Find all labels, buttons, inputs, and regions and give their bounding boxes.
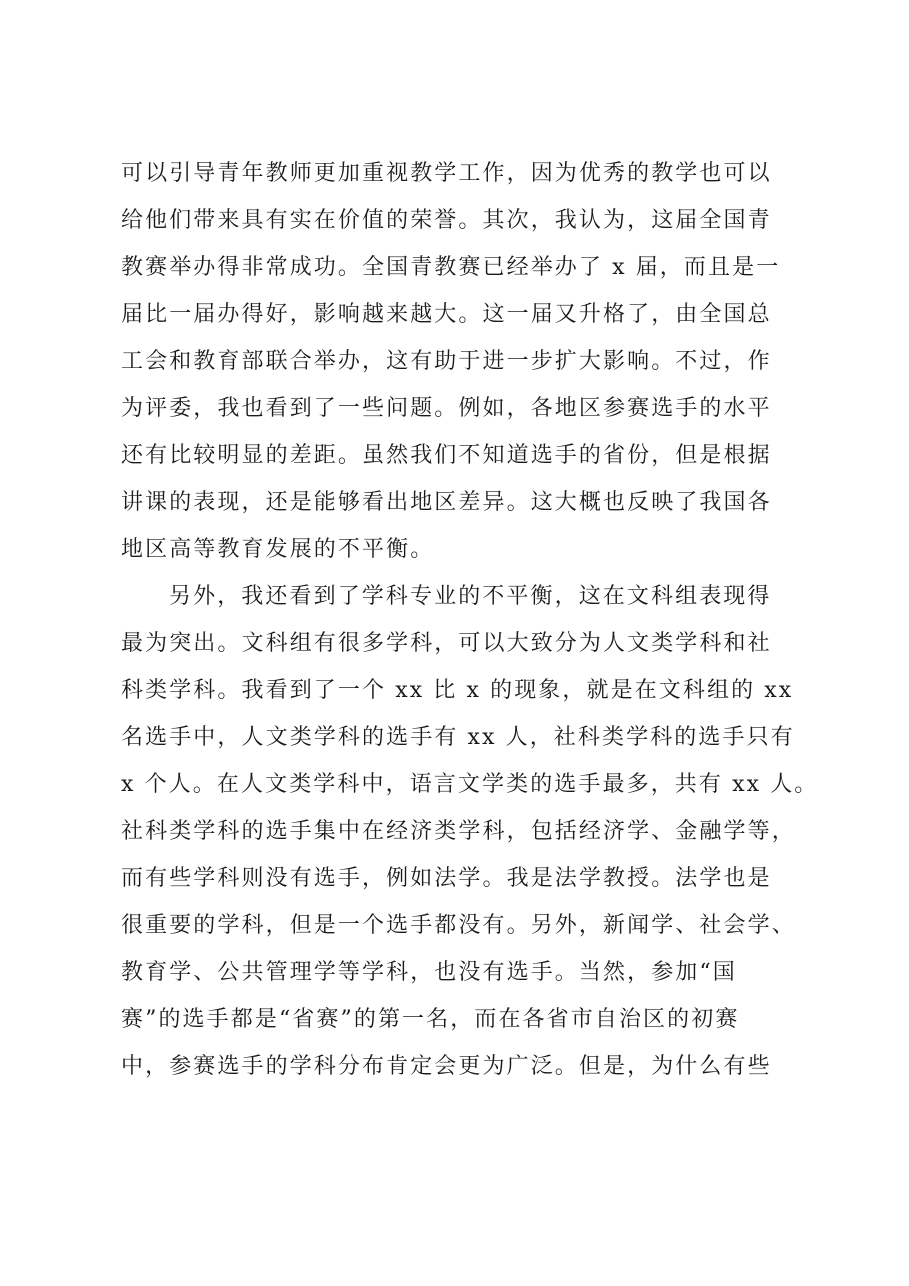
text-line: 教赛举办得非常成功。全国青教赛已经举办了 x 届，而且是一	[121, 255, 781, 280]
text-line: 中，参赛选手的学科分布肯定会更为广泛。但是，为什么有些	[121, 1054, 772, 1079]
text-line: 地区高等教育发展的不平衡。	[121, 537, 435, 562]
text-line: x 个人。在人文类学科中，语言文学类的选手最多，共有 xx 人。	[121, 772, 819, 797]
text-line: 教育学、公共管理学等学科，也没有选手。当然，参加“国	[121, 960, 737, 985]
text-line: 很重要的学科，但是一个选手都没有。另外，新闻学、社会学、	[121, 913, 796, 938]
text-line: 赛”的选手都是“省赛”的第一名，而在各省市自治区的初赛	[121, 1007, 740, 1032]
text-line: 名选手中，人文类学科的选手有 xx 人，社科类学科的选手只有	[121, 725, 795, 750]
paragraph-2	[121, 573, 819, 1090]
text-line: 科类学科。我看到了一个 xx 比 x 的现象，就是在文科组的 xx	[121, 678, 794, 703]
text-line: 给他们带来具有实在价值的荣誉。其次，我认为，这届全国青	[121, 208, 772, 233]
text-line-first: 另外，我还看到了学科专业的不平衡，这在文科组表现得	[169, 584, 772, 609]
text-line: 最为突出。文科组有很多学科，可以大致分为人文类学科和社	[121, 631, 772, 656]
paragraph-1	[121, 150, 811, 573]
text-line: 还有比较明显的差距。虽然我们不知道选手的省份，但是根据	[121, 443, 772, 468]
text-line: 届比一届办得好，影响越来越大。这一届又升格了，由全国总	[121, 302, 772, 327]
body-text	[121, 150, 819, 1090]
text-line: 讲课的表现，还是能够看出地区差异。这大概也反映了我国各	[121, 490, 772, 515]
text-line: 可以引导青年教师更加重视教学工作，因为优秀的教学也可以	[121, 161, 772, 186]
text-line: 社科类学科的选手集中在经济类学科，包括经济学、金融学等，	[121, 819, 796, 844]
text-line: 工会和教育部联合举办，这有助于进一步扩大影响。不过，作	[121, 349, 772, 374]
text-line: 为评委，我也看到了一些问题。例如，各地区参赛选手的水平	[121, 396, 772, 421]
text-line: 而有些学科则没有选手，例如法学。我是法学教授。法学也是	[121, 866, 772, 891]
